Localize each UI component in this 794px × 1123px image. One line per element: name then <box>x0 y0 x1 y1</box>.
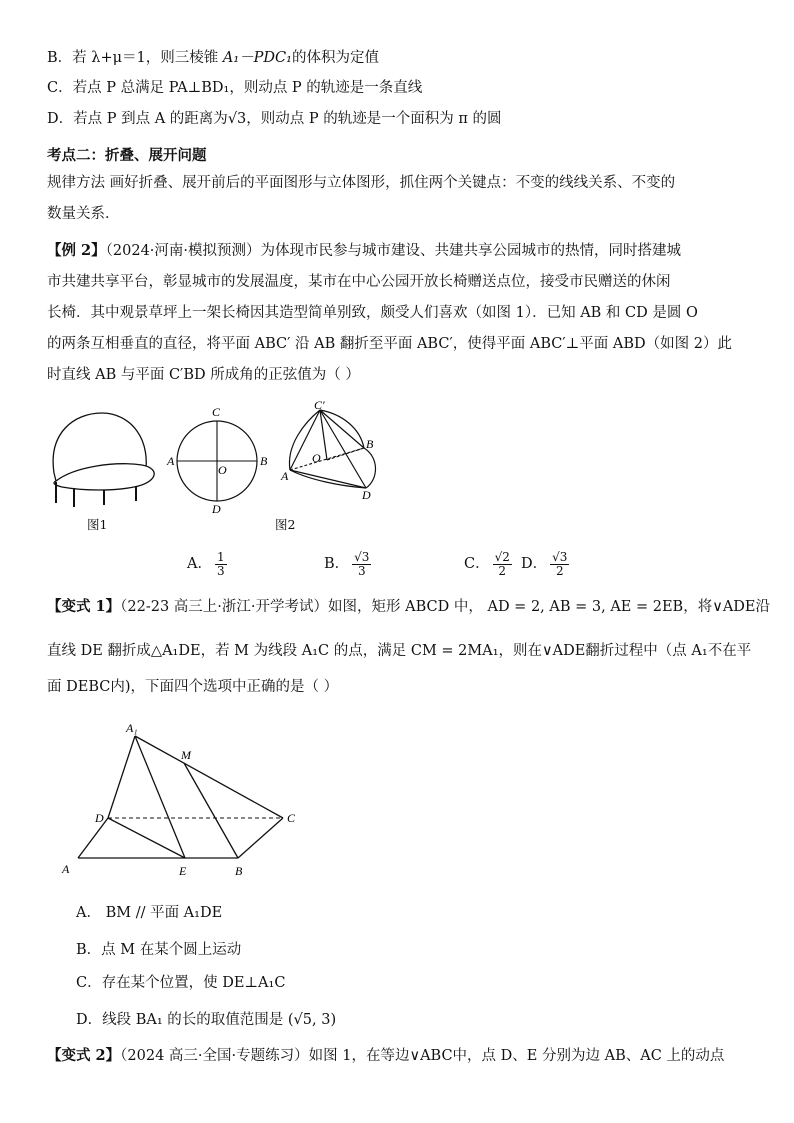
circle-label-a: A <box>167 454 175 468</box>
example2-line4: 的两条互相垂直的直径，将平面 ABC′ 沿 AB 翻折至平面 ABC′，使得平面 ABC′⊥平面 ABD（如图 2）此 <box>47 336 732 352</box>
example2-line2: 市共建共享平台，彰显城市的发展温度，某市在中心公园开放长椅赠送点位，接受市民赠送的休闲 <box>47 274 671 290</box>
fold-label-b: B <box>366 437 374 451</box>
variant1-option-d: D．线段 BA₁ 的长的取值范围是 (√5, 3) <box>76 1012 337 1028</box>
circle-label-c: C <box>212 405 221 419</box>
variant1-line3: 面 DEBC内)，下面四个选项中正确的是（ ） <box>47 679 339 695</box>
variant1-option-a: A． BM // 平面 A₁DE <box>76 905 223 921</box>
ex2-choice-c: C． $\frac{√2}{2}$ <box>464 549 510 578</box>
option-d-distance: D．若点 P 到点 A 的距离为√3，则动点 P 的轨迹是一个面积为 π 的圆 <box>47 111 502 127</box>
fold-label-o: O <box>312 451 321 465</box>
variant1-line1: 【变式 1】（22-23 高三上·浙江·开学考试）如图，矩形 ABCD 中， AD = 2, AB = 3, AE = 2EB，将∨ADE沿 <box>47 598 771 615</box>
fold-label-a: A <box>281 469 289 483</box>
section-title: 考点二：折叠、展开问题 <box>47 147 207 164</box>
rect-label-m: M <box>181 748 191 762</box>
circle-figure <box>164 402 280 516</box>
fold-figure <box>280 400 386 504</box>
ex2-choice-d: D． $\frac{√3}{2}$ <box>521 549 568 578</box>
rect-label-d: D <box>95 811 104 825</box>
rect-label-c: C <box>287 811 296 825</box>
rect-label-a1: A₁ <box>126 721 138 735</box>
circle-label-b: B <box>260 454 268 468</box>
figure2-caption: 图2 <box>275 517 296 532</box>
ex2-choice-a: A． $\frac{1}{3}$ <box>187 549 225 578</box>
option-c-perpendicular: C．若点 P 总满足 PA⊥BD₁，则动点 P 的轨迹是一条直线 <box>47 80 423 96</box>
figure1-caption: 图1 <box>87 517 108 532</box>
example2-line1: 【例 2】（2024·河南·模拟预测）为体现市民参与城市建设、共建共享公园城市的热情，同时搭建城 <box>47 242 682 259</box>
variant1-option-b: B．点 M 在某个圆上运动 <box>76 942 242 958</box>
fold-label-d: D <box>362 488 371 502</box>
rect-label-e: E <box>179 864 187 878</box>
rect-label-a: A <box>62 862 70 876</box>
rule-method-line2: 数量关系． <box>47 206 120 222</box>
example2-line3: 长椅．其中观景草坪上一架长椅因其造型简单别致，颇受人们喜欢（如图 1）．已知 AB 和 CD 是圆 O <box>47 305 698 321</box>
circle-label-o: O <box>218 463 227 477</box>
rectangle-fold-figure <box>58 718 308 880</box>
circle-label-d: D <box>212 502 221 516</box>
variant1-option-c: C．存在某个位置，使 DE⊥A₁C <box>76 975 286 991</box>
rule-method-line1: 规律方法 画好折叠、展开前后的平面图形与立体图形，抓住两个关键点：不变的线线关系、不变的 <box>47 175 676 191</box>
example2-line5: 时直线 AB 与平面 C′BD 所成角的正弦值为（ ） <box>47 367 360 383</box>
rect-label-b: B <box>235 864 243 878</box>
ex2-choice-b: B． $\frac{√3}{3}$ <box>324 549 370 578</box>
variant1-line2: 直线 DE 翻折成△A₁DE，若 M 为线段 A₁C 的点，满足 CM = 2MA₁，则在∨ADE翻折过程中（点 A₁不在平 <box>47 643 752 659</box>
bench-figure <box>44 403 156 508</box>
fold-label-c-prime: C′ <box>314 400 325 412</box>
variant2-line1: 【变式 2】（2024 高三·全国·专题练习）如图 1，在等边∨ABC中，点 D、E 分别为边 AB、AC 上的动点 <box>47 1047 725 1064</box>
option-b-volume: B．若 λ+μ＝1，则三棱锥 A₁－PDC₁的体积为定值 <box>47 50 379 66</box>
